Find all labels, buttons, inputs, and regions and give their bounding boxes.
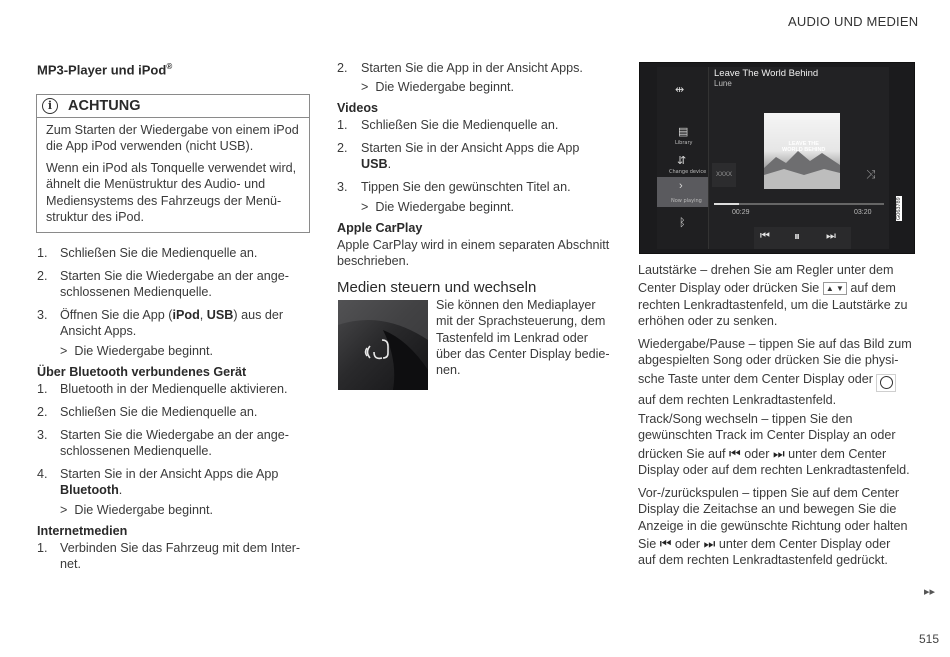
track-paragraph bbox=[638, 411, 910, 478]
step-number: 2. bbox=[337, 61, 348, 75]
result-marker: > bbox=[361, 80, 369, 94]
line: Wiedergabe/Pause – tippen Sie auf das Bild zum bbox=[638, 337, 912, 351]
line: Display oder auf dem rechten Lenkradtastenfeld. bbox=[638, 462, 910, 477]
result-text: Die Wiedergabe beginnt. bbox=[74, 344, 213, 358]
line: unter dem Center bbox=[788, 446, 887, 461]
line: sche Taste unter dem Center Display oder bbox=[638, 371, 873, 386]
line: auf dem bbox=[850, 281, 896, 296]
step-number: 2. bbox=[337, 141, 348, 155]
step-text: Schließen Sie die Medienquelle an. bbox=[60, 405, 258, 419]
step-text: . bbox=[387, 157, 392, 172]
song-title: Leave The World Behind bbox=[714, 68, 819, 79]
page-number: 515 bbox=[919, 632, 940, 646]
step-number: 3. bbox=[37, 428, 48, 442]
step-text: Starten Sie die Wiedergabe an der ange- bbox=[60, 428, 289, 442]
pause-button[interactable]: ⏸ bbox=[794, 229, 801, 243]
section-header: AUDIO UND MEDIEN bbox=[788, 14, 919, 29]
warning-text-1 bbox=[46, 122, 309, 155]
line: über das Center Display bedie- bbox=[436, 346, 610, 361]
play-pause-key bbox=[876, 374, 896, 392]
sidebar bbox=[657, 67, 709, 249]
result-1 bbox=[60, 343, 213, 359]
chevron-right-icon: › bbox=[679, 180, 683, 192]
step-text: net. bbox=[60, 557, 82, 572]
result-marker: > bbox=[60, 503, 68, 517]
progress-track[interactable] bbox=[714, 203, 884, 205]
step-number: 1. bbox=[37, 382, 48, 396]
skip-back-icon: ⏮ bbox=[729, 445, 741, 461]
result-text: Die Wiedergabe beginnt. bbox=[375, 200, 514, 214]
line: unter dem Center Display oder bbox=[718, 536, 891, 551]
step-number: 1. bbox=[337, 118, 348, 132]
skip-forward-icon: ⏭ bbox=[772, 445, 785, 461]
change-device-label: Change device bbox=[669, 169, 707, 175]
step-text: ) aus der bbox=[233, 308, 284, 322]
line: Zum Starten der Wiedergabe von einem iPod bbox=[46, 123, 299, 137]
result-marker: > bbox=[60, 344, 68, 358]
col2-result-1 bbox=[361, 79, 514, 95]
line: oder bbox=[674, 536, 701, 551]
step-text: schlossenen Medienquelle. bbox=[60, 444, 212, 459]
line: Sie bbox=[638, 536, 657, 551]
line: die App iPod verwenden (nicht USB). bbox=[46, 139, 254, 154]
line: Apple CarPlay wird in einem separaten Abschnitt bbox=[337, 238, 610, 252]
step-number: 4. bbox=[37, 467, 48, 481]
time-total: 03:20 bbox=[854, 209, 872, 216]
result-2 bbox=[60, 502, 213, 518]
album-art[interactable] bbox=[764, 113, 840, 189]
warning-header bbox=[37, 95, 309, 118]
step-number: 2. bbox=[37, 405, 48, 419]
step-text: Ansicht Apps. bbox=[60, 324, 137, 339]
carplay-title: Apple CarPlay bbox=[337, 221, 423, 235]
previous-button[interactable]: ⏮ bbox=[760, 230, 770, 242]
step-text: Tippen Sie den gewünschten Titel an. bbox=[361, 180, 571, 194]
voice-control-image bbox=[338, 300, 428, 390]
circle-icon bbox=[880, 376, 893, 389]
line: rechten Lenkradtastenfeld, um die Lautstärke zu bbox=[638, 297, 908, 312]
shuffle-icon[interactable]: ⤨ bbox=[866, 167, 876, 181]
skip-back-icon: ⏮ bbox=[659, 535, 672, 551]
result-text: Die Wiedergabe beginnt. bbox=[375, 80, 514, 94]
step-text: Starten Sie die Wiedergabe an der ange- bbox=[60, 269, 289, 283]
step-number: 1. bbox=[37, 246, 48, 260]
step-number: 3. bbox=[37, 308, 48, 322]
center-display-screenshot bbox=[639, 62, 915, 254]
line: Track/Song wechseln – tippen Sie den bbox=[638, 412, 853, 426]
title-text: MP3-Player und iPod bbox=[37, 62, 167, 78]
warning-text-2 bbox=[46, 160, 296, 225]
line: Wenn ein iPod als Tonquelle verwendet wird, bbox=[46, 161, 297, 175]
col2-result-2 bbox=[361, 199, 514, 215]
line: struktur des iPod. bbox=[46, 209, 144, 224]
figure-code: G063789 bbox=[896, 197, 902, 220]
screen-inner bbox=[657, 67, 889, 249]
seek-paragraph bbox=[638, 485, 908, 568]
warning-box bbox=[36, 94, 310, 233]
line: oder bbox=[744, 446, 770, 461]
line: ähnelt die Menüstruktur des Audio- und bbox=[46, 177, 266, 192]
continue-arrow: ▸▸ bbox=[924, 586, 936, 598]
step-text: Bluetooth in der Medienquelle aktivieren. bbox=[60, 382, 288, 396]
line: Center Display oder drücken Sie bbox=[638, 281, 820, 296]
result-text: Die Wiedergabe beginnt. bbox=[74, 503, 213, 517]
line: Mediensystems des Fahrzeugs der Menü- bbox=[46, 193, 282, 208]
next-button[interactable]: ⏭ bbox=[826, 230, 836, 242]
now-playing-label: Now playing bbox=[671, 198, 702, 204]
change-device-icon: ⇵ bbox=[677, 155, 687, 167]
now-playing-tab[interactable] bbox=[657, 177, 708, 207]
line: gewünschten Track im Center Display an oder bbox=[638, 428, 896, 443]
line: Sie können den Mediaplayer bbox=[436, 298, 596, 312]
line: auf dem rechten Lenkradtastenfeld gedrückt. bbox=[638, 553, 888, 568]
media-title: Medien steuern und wechseln bbox=[337, 279, 537, 296]
volume-paragraph bbox=[638, 262, 908, 329]
line: Display die Zeitachse an und bewegen Sie die bbox=[638, 502, 897, 517]
line: beschrieben. bbox=[337, 254, 410, 269]
line: nen. bbox=[436, 363, 461, 378]
media-text bbox=[436, 297, 610, 378]
line: Anzeige in die gewünschte Richtung oder halten bbox=[638, 518, 908, 533]
album-text: LEAVE THE WORLD BEHIND bbox=[782, 141, 826, 153]
app-ipod: iPod bbox=[172, 308, 200, 322]
playpause-paragraph bbox=[638, 336, 912, 408]
library-label: Library bbox=[675, 140, 693, 146]
line: mit der Sprachsteuerung, dem bbox=[436, 314, 606, 329]
step-text: Schließen Sie die Medienquelle an. bbox=[361, 118, 559, 132]
bluetooth-icon: ᛒ bbox=[679, 217, 686, 229]
section-title bbox=[37, 62, 172, 77]
app-bluetooth: Bluetooth bbox=[60, 483, 119, 498]
step-text: schlossenen Medienquelle. bbox=[60, 285, 212, 300]
line: Lautstärke – drehen Sie am Regler unter dem bbox=[638, 263, 894, 277]
prev-track-thumb[interactable]: XXXX bbox=[712, 163, 736, 187]
line: Vor-/zurückspulen – tippen Sie auf dem Center bbox=[638, 486, 900, 500]
videos-title: Videos bbox=[337, 101, 379, 115]
step-text: . bbox=[118, 483, 123, 498]
step-number: 1. bbox=[37, 541, 48, 555]
bt-title: Über Bluetooth verbundenes Gerät bbox=[37, 365, 247, 379]
line: erhöhen oder zu senken. bbox=[638, 313, 778, 328]
result-marker: > bbox=[361, 200, 369, 214]
app-usb: USB bbox=[206, 308, 234, 322]
line: drücken Sie auf bbox=[638, 446, 726, 461]
time-elapsed: 00:29 bbox=[732, 209, 750, 216]
artist-name: Lune bbox=[714, 79, 732, 88]
step-number: 2. bbox=[37, 269, 48, 283]
inet-title: Internetmedien bbox=[37, 524, 128, 538]
steering-wheel-icon bbox=[338, 300, 428, 390]
warning-label: ACHTUNG bbox=[68, 98, 141, 114]
library-icon: ▤ bbox=[678, 126, 689, 138]
progress-fill bbox=[714, 203, 739, 205]
step-text: Öffnen Sie die App ( bbox=[60, 308, 173, 322]
step-text: , bbox=[199, 308, 207, 322]
info-icon: i bbox=[42, 98, 58, 114]
volume-updown-keys: ▲ ▼ bbox=[823, 282, 847, 295]
line: Tastenfeld im Lenkrad oder bbox=[436, 330, 588, 345]
title-sup: ® bbox=[166, 62, 173, 71]
step-text: Verbinden Sie das Fahrzeug mit dem Inter- bbox=[60, 541, 301, 555]
app-usb: USB bbox=[361, 157, 388, 172]
step-text: Schließen Sie die Medienquelle an. bbox=[60, 246, 258, 260]
step-text: Starten Sie in der Ansicht Apps die App bbox=[60, 467, 279, 481]
step-text: Starten Sie die App in der Ansicht Apps. bbox=[361, 61, 583, 75]
carplay-text bbox=[337, 237, 609, 270]
line: abgespielten Song oder drücken Sie die physi- bbox=[638, 353, 899, 368]
step-number: 3. bbox=[337, 180, 348, 194]
step-text: Starten Sie in der Ansicht Apps die App bbox=[361, 141, 580, 155]
line: auf dem rechten Lenkradtastenfeld. bbox=[638, 392, 837, 407]
usb-icon: ⇹ bbox=[675, 84, 685, 96]
skip-forward-icon: ⏭ bbox=[703, 535, 716, 551]
